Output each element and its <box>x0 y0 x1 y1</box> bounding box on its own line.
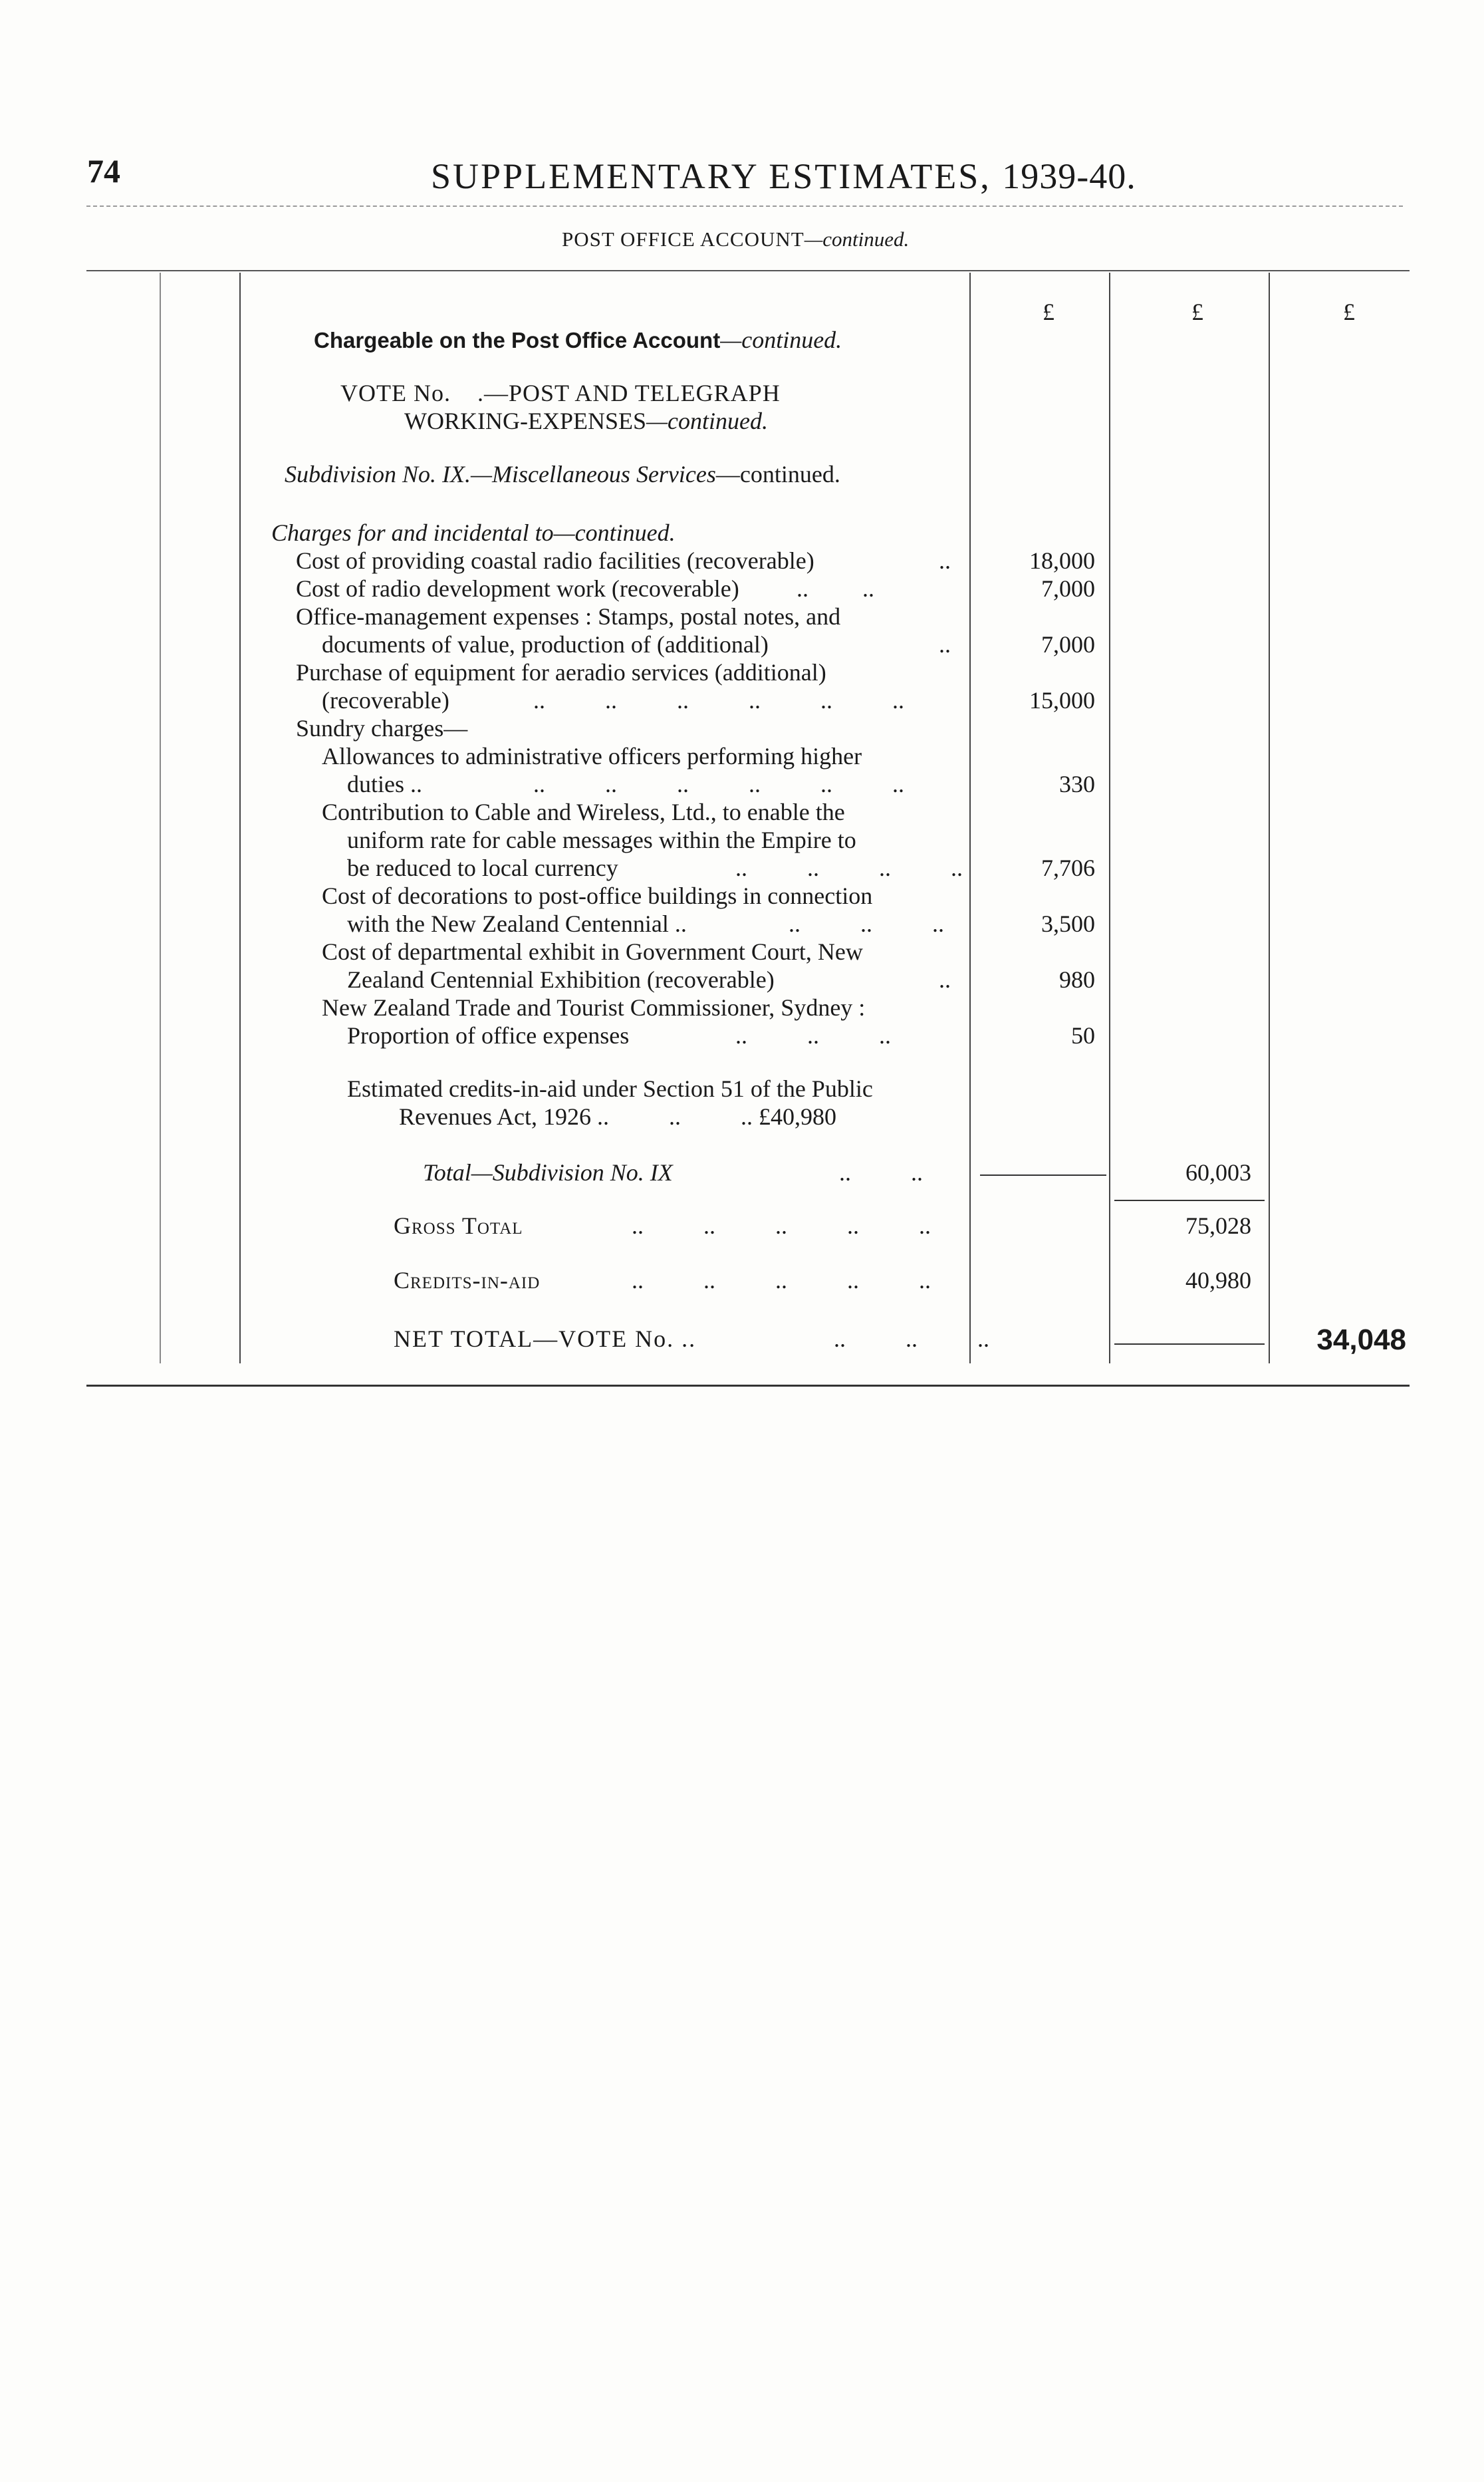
item-decorations-dots: .. .. .. <box>789 910 944 937</box>
item-aeradio-cont: (recoverable) <box>322 687 449 714</box>
item-office-management-cont: documents of value, production of (additional) <box>322 631 769 658</box>
item-office-management: Office-management expenses : Stamps, postal notes, and <box>296 603 841 630</box>
table-top-rule <box>86 270 1410 271</box>
page-number: 74 <box>87 152 120 190</box>
item-allowances-dots: .. .. .. .. .. .. <box>533 771 904 797</box>
item-decorations-cont: with the New Zealand Centennial .. <box>347 910 687 937</box>
item-radio-development-dots: .. .. <box>797 575 874 602</box>
item-office-management-dots: .. <box>939 631 951 658</box>
item-cable-wireless-value: 7,706 <box>1041 855 1095 881</box>
page-title <box>431 156 1136 197</box>
item-exhibit-dots: .. <box>939 966 951 993</box>
chargeable-suffix: —continued. <box>720 327 842 353</box>
item-coastal-radio-dots: .. <box>939 547 951 574</box>
item-trade-commissioner-dots: .. .. .. <box>735 1022 891 1049</box>
charges-heading-text: Charges for and incidental to—continued. <box>271 519 676 546</box>
currency-column-3: £ <box>1343 299 1355 325</box>
item-aeradio-value: 15,000 <box>1029 687 1095 714</box>
chargeable-text: Chargeable on the Post Office Account <box>314 328 721 352</box>
gross-total-dots: .. .. .. .. .. <box>632 1212 931 1239</box>
column-rule-c <box>969 273 971 1363</box>
account-suffix: —continued. <box>804 227 910 251</box>
title-year: 1939-40. <box>1002 156 1136 196</box>
vote-line2-text: WORKING-EXPENSES <box>404 408 646 434</box>
item-aeradio-dots: .. .. .. .. .. .. <box>533 687 904 714</box>
item-office-management-value: 7,000 <box>1041 631 1095 658</box>
column-rule-b <box>239 273 241 1363</box>
item-exhibit: Cost of departmental exhibit in Government Court, New <box>322 938 863 965</box>
account-heading <box>562 227 909 251</box>
item-allowances-cont: duties .. <box>347 771 422 797</box>
credits-in-aid-dots: .. .. .. .. .. <box>632 1267 931 1294</box>
subdivision-heading <box>285 460 840 488</box>
item-cable-wireless-dots: .. .. .. .. <box>735 855 963 881</box>
credits-note-cont: Revenues Act, 1926 .. .. .. £40,980 <box>399 1103 836 1130</box>
gross-total-value: 75,028 <box>1185 1212 1251 1239</box>
vote-heading-line1: VOTE No. .—POST AND TELEGRAPH <box>340 380 781 406</box>
gross-rule <box>1114 1200 1265 1201</box>
subdivision-suffix: —continued. <box>715 461 840 487</box>
net-rule <box>1114 1343 1265 1345</box>
currency-column-2: £ <box>1191 299 1203 325</box>
item-cable-wireless: Contribution to Cable and Wireless, Ltd., to enable the <box>322 799 845 825</box>
account-name: POST OFFICE ACCOUNT <box>562 227 804 251</box>
item-radio-development: Cost of radio development work (recoverable) <box>296 575 739 602</box>
total-subdivision-value: 60,003 <box>1185 1159 1251 1186</box>
charges-heading <box>271 519 676 547</box>
credits-note: Estimated credits-in-aid under Section 51 of the Public <box>347 1075 873 1102</box>
item-trade-commissioner-value: 50 <box>1071 1022 1095 1049</box>
subtotal-rule <box>980 1174 1106 1176</box>
header-rule <box>86 206 1403 207</box>
credits-in-aid-value: 40,980 <box>1185 1267 1251 1294</box>
item-exhibit-cont: Zealand Centennial Exhibition (recoverable) <box>347 966 775 993</box>
title-text: SUPPLEMENTARY ESTIMATES, <box>431 156 991 196</box>
item-decorations-value: 3,500 <box>1041 910 1095 937</box>
item-exhibit-value: 980 <box>1059 966 1095 993</box>
item-trade-commissioner: New Zealand Trade and Tourist Commissioner, Sydney : <box>322 994 866 1021</box>
item-sundry-charges: Sundry charges— <box>296 715 468 742</box>
column-rule-d <box>1109 273 1110 1363</box>
currency-column-1: £ <box>1043 299 1054 325</box>
item-radio-development-value: 7,000 <box>1041 575 1095 602</box>
item-cable-wireless-cont2: be reduced to local currency <box>347 855 618 881</box>
credits-in-aid-label: Credits-in-aid <box>394 1267 541 1294</box>
chargeable-heading <box>314 326 842 354</box>
net-total-dots: .. .. .. <box>834 1325 989 1352</box>
net-total-value: 34,048 <box>1316 1323 1406 1356</box>
column-rule-a <box>160 273 161 1363</box>
item-aeradio: Purchase of equipment for aeradio services (additional) <box>296 659 826 686</box>
item-trade-commissioner-cont: Proportion of office expenses <box>347 1022 630 1049</box>
item-cable-wireless-cont1: uniform rate for cable messages within the Empire to <box>347 827 856 853</box>
total-subdivision-label <box>423 1159 673 1186</box>
item-coastal-radio: Cost of providing coastal radio facilities (recoverable) <box>296 547 814 574</box>
gross-total-label: Gross Total <box>394 1212 523 1239</box>
item-coastal-radio-value: 18,000 <box>1029 547 1095 574</box>
item-allowances-value: 330 <box>1059 771 1095 797</box>
item-allowances: Allowances to administrative officers performing higher <box>322 743 862 769</box>
subdivision-text: Subdivision No. IX.—Miscellaneous Services <box>285 461 716 487</box>
total-subdivision-text: Total—Subdivision No. IX <box>423 1159 673 1186</box>
table-bottom-rule <box>86 1385 1410 1387</box>
total-subdivision-dots: .. .. <box>839 1159 923 1186</box>
item-decorations: Cost of decorations to post-office buildings in connection <box>322 883 873 909</box>
vote-suffix: —continued. <box>646 408 768 434</box>
vote-heading-line2 <box>404 407 768 435</box>
net-total-label: NET TOTAL—VOTE No. .. <box>394 1325 697 1352</box>
column-rule-e <box>1269 273 1270 1363</box>
